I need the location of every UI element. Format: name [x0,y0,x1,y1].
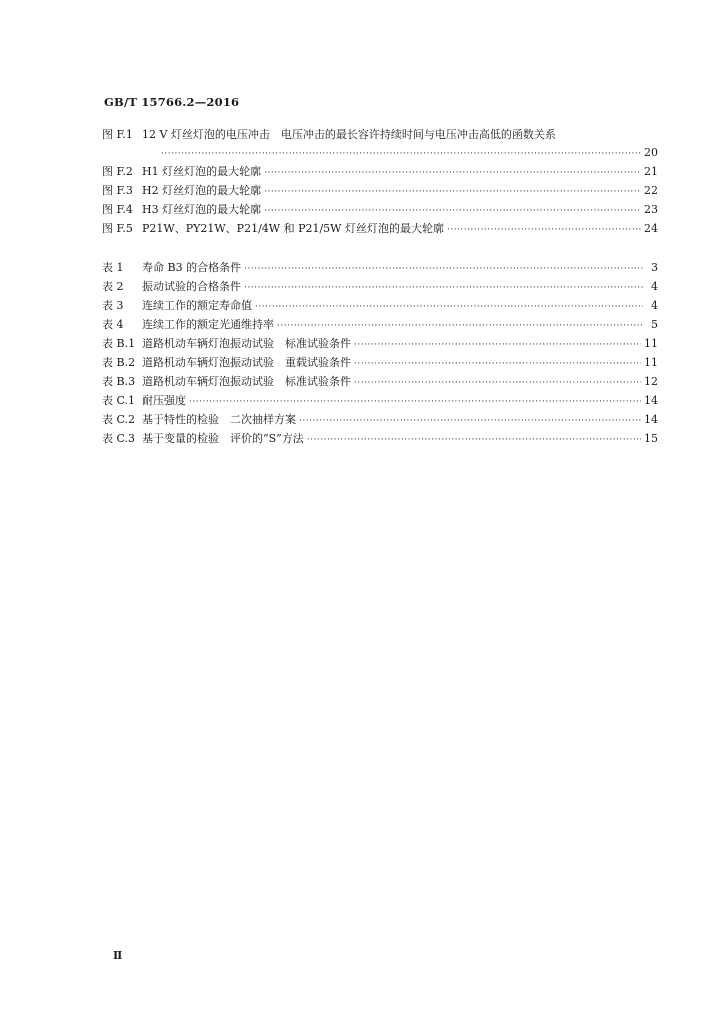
toc-dot-leader [161,146,641,162]
toc-entry-page: 14 [644,413,658,426]
toc-table-entry[interactable] [102,431,658,447]
standard-number-header: GB/T 15766.2—2016 [104,95,240,109]
toc-dot-leader [244,280,643,296]
toc-entry-label: 表 C.3 [102,432,136,445]
toc-table-entry[interactable] [102,336,658,352]
toc-dot-leader [189,394,641,410]
toc-entry-label: 图 F.1 [102,128,133,141]
toc-entry-label: 表 B.1 [102,337,136,350]
toc-dot-leader [255,299,643,315]
toc-dot-leader [244,261,643,277]
toc-entry-page: 4 [651,299,658,312]
toc-figure-entry[interactable] [102,183,658,199]
toc-figure-entry-continuation[interactable] [158,145,658,161]
toc-dot-leader [277,318,643,334]
toc-table-entry[interactable] [102,279,658,295]
toc-dot-leader [447,222,641,238]
toc-dot-leader [264,203,641,219]
toc-entry-label: 表 2 [102,280,124,293]
toc-entry-page: 21 [644,165,658,178]
toc-entry-title: 连续工作的额定光通维持率 [142,318,274,331]
toc-entry-title: 道路机动车辆灯泡振动试验 重载试验条件 [142,356,351,369]
toc-figure-entry[interactable] [102,221,658,237]
toc-dot-leader [354,375,641,391]
toc-entry-label: 图 F.3 [102,184,133,197]
toc-entry-title: 基于特性的检验 二次抽样方案 [142,413,296,426]
toc-entry-page: 11 [644,337,658,350]
toc-entry-page: 22 [644,184,658,197]
toc-table-entry[interactable] [102,260,658,276]
toc-entry-title: H2 灯丝灯泡的最大轮廓 [142,184,262,197]
toc-entry-page: 4 [651,280,658,293]
toc-entry-label: 表 1 [102,261,124,274]
toc-entry-label: 表 4 [102,318,124,331]
toc-figure-entry[interactable] [102,202,658,218]
toc-figure-entry[interactable] [102,164,658,180]
toc-entry-title: 振动试验的合格条件 [142,280,241,293]
toc-entry-title: 基于变量的检验 评价的“S”方法 [142,432,304,445]
toc-table-entry[interactable] [102,317,658,333]
toc-entry-title: P21W、PY21W、P21/4W 和 P21/5W 灯丝灯泡的最大轮廓 [142,222,444,235]
toc-entry-page: 24 [644,222,658,235]
toc-entry-page: 14 [644,394,658,407]
toc-entry-title: 寿命 B3 的合格条件 [142,261,242,274]
toc-dot-leader [264,165,641,181]
toc-entry-label: 表 3 [102,299,124,312]
toc-entry-title: 道路机动车辆灯泡振动试验 标准试验条件 [142,375,351,388]
toc-entry-label: 图 F.2 [102,165,133,178]
toc-entry-label: 表 C.1 [102,394,136,407]
toc-entry-label: 表 C.2 [102,413,136,426]
toc-dot-leader [299,413,641,429]
page-number: Ⅱ [113,949,123,962]
toc-dot-leader [264,184,641,200]
toc-entry-page: 20 [644,146,658,159]
toc-entry-label: 表 B.2 [102,356,136,369]
toc-entry-label: 表 B.3 [102,375,136,388]
toc-entry-page: 5 [651,318,658,331]
toc-entry-label: 图 F.5 [102,222,133,235]
toc-table-entry[interactable] [102,355,658,371]
toc-dot-leader [354,337,641,353]
toc-entry-page: 11 [644,356,658,369]
toc-entry-title: 道路机动车辆灯泡振动试验 标准试验条件 [142,337,351,350]
toc-table-entry[interactable] [102,393,658,409]
toc-table-entry[interactable] [102,298,658,314]
toc-table-entry[interactable] [102,374,658,390]
toc-entry-label: 图 F.4 [102,203,133,216]
toc-entry-page: 23 [644,203,658,216]
toc-entry-title: 耐压强度 [142,394,186,407]
toc-entry-page: 3 [651,261,658,274]
toc-entry-title: H1 灯丝灯泡的最大轮廓 [142,165,262,178]
toc-entry-title: 连续工作的额定寿命值 [142,299,252,312]
toc-entry-title: H3 灯丝灯泡的最大轮廓 [142,203,262,216]
toc-entry-title: 12 V 灯丝灯泡的电压冲击 电压冲击的最长容许持续时间与电压冲击高低的函数关系 [142,128,556,141]
toc-entry-page: 15 [644,432,658,445]
toc-dot-leader [307,432,641,448]
toc-entry-page: 12 [644,375,658,388]
toc-figure-entry[interactable] [102,127,658,143]
toc-dot-leader [354,356,641,372]
toc-table-entry[interactable] [102,412,658,428]
